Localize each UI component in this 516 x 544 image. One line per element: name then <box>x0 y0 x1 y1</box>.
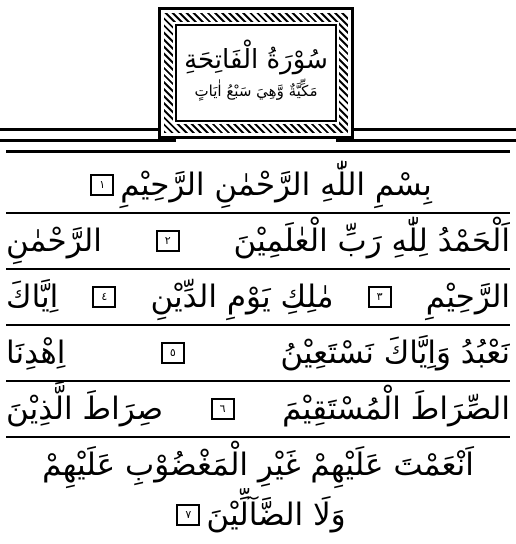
surah-info: مَكِّيَّةٌ وَّهِيَ سَبْعُ اٰيَاتٍ <box>194 82 318 101</box>
text-line-1 <box>6 158 510 212</box>
verse-text: وَلَا الضَّآلِّيْنَ <box>206 497 346 533</box>
verse-text-continued: اِهْدِنَا <box>6 335 66 371</box>
verse-text: اَنْعَمْتَ عَلَيْهِمْ غَيْرِ الْمَغْضُوْبِ عَلَيْهِمْ <box>42 447 474 483</box>
top-rule <box>6 150 510 153</box>
surah-header-frame <box>158 7 354 139</box>
verse-text-continued: اِيَّاكَ <box>6 279 59 315</box>
ayah-marker: ٤ <box>92 286 116 308</box>
ayah-marker: ٣ <box>368 286 392 308</box>
ayah-marker: ٢ <box>156 230 180 252</box>
text-line-4 <box>6 326 510 380</box>
ayah-marker: ١ <box>90 174 114 196</box>
verse-text: الصِّرَاطَ الْمُسْتَقِيْمَ <box>282 391 510 427</box>
verse-text: اَلْحَمْدُ لِلّٰهِ رَبِّ الْعٰلَمِيْنَ <box>233 223 510 259</box>
text-line-7 <box>6 488 510 542</box>
verse-text: الرَّحِيْمِ <box>425 279 510 315</box>
header-bar-left <box>0 128 176 142</box>
ayah-marker: ٧ <box>176 504 200 526</box>
ayah-marker: ٦ <box>211 398 235 420</box>
surah-title-box <box>175 24 337 122</box>
text-line-5 <box>6 382 510 436</box>
verse-text: نَعْبُدُ وَاِيَّاكَ نَسْتَعِيْنُ <box>280 335 510 371</box>
text-line-6 <box>6 438 510 492</box>
verse-text-continued: الرَّحْمٰنِ <box>6 223 102 259</box>
text-line-2 <box>6 214 510 268</box>
verse-text-middle: مٰلِكِ يَوْمِ الدِّيْنِ <box>150 279 334 315</box>
surah-name: سُوْرَةُ الْفَاتِحَةِ <box>184 44 328 75</box>
verse-text-continued: صِرَاطَ الَّذِيْنَ <box>6 391 164 427</box>
text-line-3 <box>6 270 510 324</box>
ayah-marker: ٥ <box>161 342 185 364</box>
verse-text: بِسْمِ اللّٰهِ الرَّحْمٰنِ الرَّحِيْمِ <box>120 167 432 203</box>
header-bar-right <box>336 128 516 142</box>
